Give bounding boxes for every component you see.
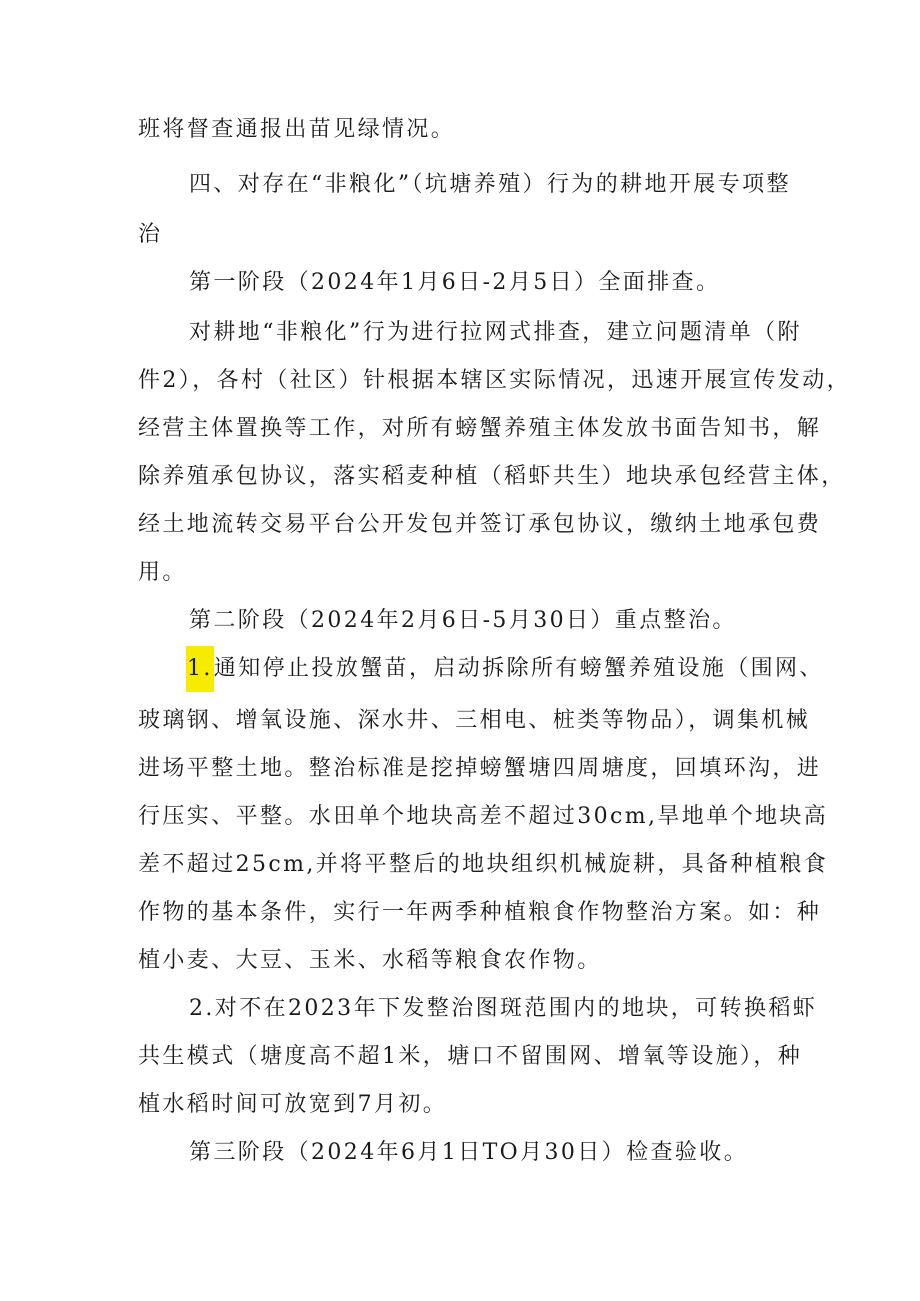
list-item-two: 2.对不在2023年下发整治图斑范围内的地块，可转换稻虾 [189,996,818,1021]
paragraph-line: 差不超过25cm,并将平整后的地块组织机械旋耕，具备种植粮食 [138,852,829,877]
paragraph-line: 件2），各村（社区）针根据本辖区实际情况，迅速开展宣传发动， [138,368,851,393]
highlighted-list-number: 1. [186,646,214,692]
paragraph-line: 经营主体置换等工作，对所有螃蟹养殖主体发放书面告知书，解 [138,416,822,441]
stage-one-heading: 第一阶段（2024年1月6日-2月5日）全面排查。 [189,270,721,295]
stage-two-heading: 第二阶段（2024年2月6日-5月30日）重点整治。 [189,608,737,633]
list-item-one-first-line [0,646,920,692]
paragraph-line: 除养殖承包协议，落实稻麦种植（稻虾共生）地块承包经营主体， [138,464,846,489]
paragraph-line: 行压实、平整。水田单个地块高差不超过30cm,旱地单个地块高 [138,804,829,829]
list-item-text: 通知停止投放蟹苗，启动拆除所有螃蟹养殖设施（围网、 [213,656,824,681]
paragraph-line: 植小麦、大豆、玉米、水稻等粮食农作物。 [138,948,602,973]
paragraph-line: 共生模式（塘度高不超1米，塘口不留围网、增氧等设施），种 [138,1044,803,1069]
paragraph-line: 经土地流转交易平台公开发包并签订承包协议，缴纳土地承包费 [138,512,822,537]
paragraph-line: 班将督查通报出苗见绿情况。 [138,117,456,142]
paragraph-line: 植水稻时间可放宽到7月初。 [138,1092,448,1117]
paragraph-line: 用。 [138,560,187,585]
section-heading-continued: 治 [138,222,163,247]
paragraph-line: 对耕地“非粮化”行为进行拉网式排查，建立问题清单（附 [189,320,802,345]
section-heading: 四、对存在“非粮化”（坑塘养殖）行为的耕地开展专项整 [189,172,791,197]
paragraph-line: 作物的基本条件，实行一年两季种植粮食作物整治方案。如：种 [138,900,822,925]
stage-three-heading: 第三阶段（2024年6月1日TO月30日）检查验收。 [189,1140,749,1165]
paragraph-line: 玻璃钢、增氧设施、深水井、三相电、桩类等物品），调集机械 [138,708,811,733]
paragraph-line: 进场平整土地。整治标准是挖掉螃蟹塘四周塘度，回填环沟，进 [138,756,822,781]
